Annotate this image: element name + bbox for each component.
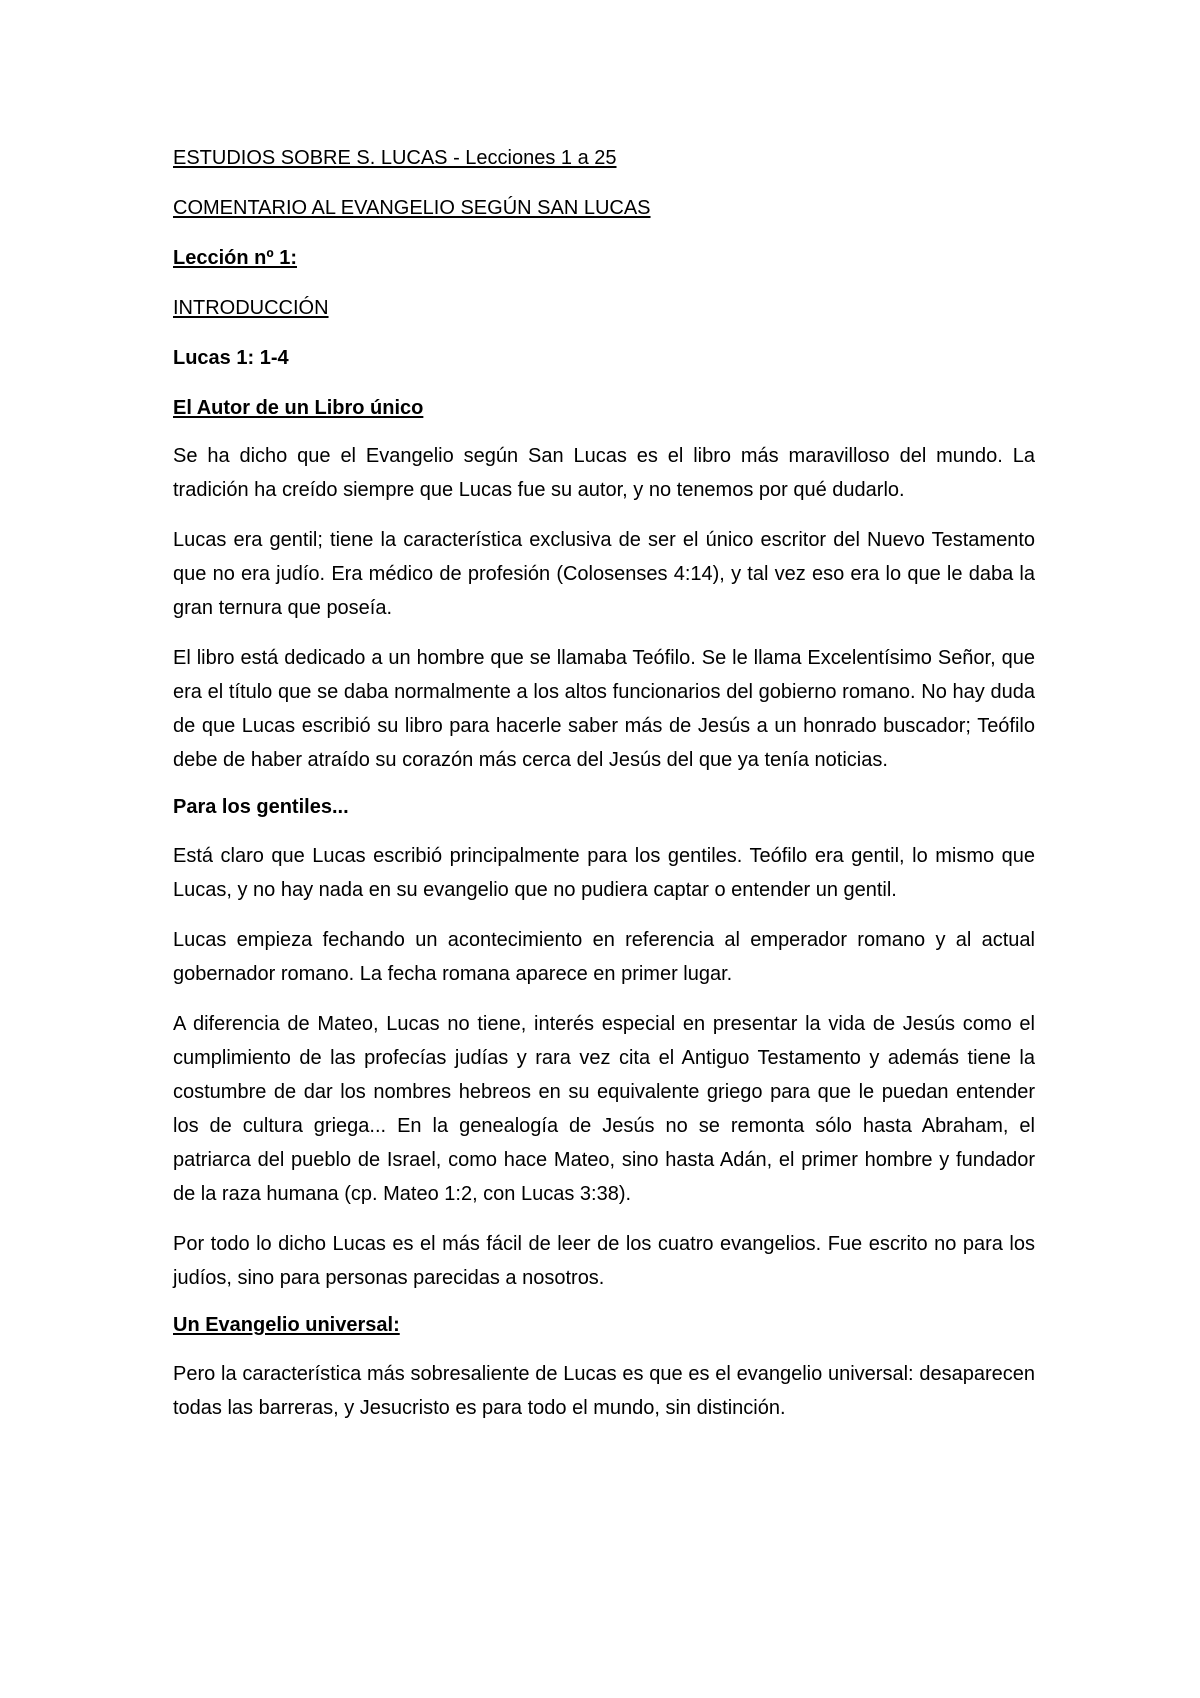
document-page	[173, 145, 1035, 1441]
lesson-number: Lección nº 1:	[173, 247, 297, 269]
paragraph-gentiles-1: Está claro que Lucas escribió principalmente para los gentiles. Teófilo era gentil, lo mismo que Lucas, y no hay nada en su evangelio que no pudiera captar o entender un gentil.	[173, 845, 1035, 901]
paragraph-author-1: Se ha dicho que el Evangelio según San Lucas es el libro más maravilloso del mundo. La tradición ha creído siempre que Lucas fue su autor, y no tenemos por qué dudarlo.	[173, 445, 1035, 501]
subheading-author: El Autor de un Libro único	[173, 397, 424, 419]
paragraph-gentiles-2: Lucas empieza fechando un acontecimiento en referencia al emperador romano y al actual gobernador romano. La fecha romana aparece en primer lugar.	[173, 929, 1035, 985]
paragraph-author-2: Lucas era gentil; tiene la característica exclusiva de ser el único escritor del Nuevo Testamento que no era judío. Era médico de profesión (Colosenses 4:14), y tal vez eso era lo que le daba la gran ternura que poseía.	[173, 529, 1035, 619]
series-heading: ESTUDIOS SOBRE S. LUCAS - Lecciones 1 a 25	[173, 147, 617, 169]
commentary-heading: COMENTARIO AL EVANGELIO SEGÚN SAN LUCAS	[173, 197, 651, 219]
subheading-gentiles: Para los gentiles...	[173, 796, 349, 818]
paragraph-gentiles-4: Por todo lo dicho Lucas es el más fácil de leer de los cuatro evangelios. Fue escrito no para los judíos, sino para personas parecidas a nosotros.	[173, 1233, 1035, 1289]
subheading-universal: Un Evangelio universal:	[173, 1314, 400, 1336]
section-intro-heading: INTRODUCCIÓN	[173, 297, 329, 319]
paragraph-gentiles-3: A diferencia de Mateo, Lucas no tiene, interés especial en presentar la vida de Jesús como el cumplimiento de las profecías judías y rara vez cita el Antiguo Testamento y además tiene la costumbre de dar los nombres hebreos en su equivalente griego para que le puedan entender los de cultura griega... En la genealogía de Jesús no se remonta sólo hasta Abraham, el patriarca del pueblo de Israel, como hace Mateo, sino hasta Adán, el primer hombre y fundador de la raza humana (cp. Mateo 1:2, con Lucas 3:38).	[173, 1013, 1035, 1205]
scripture-reference: Lucas 1: 1-4	[173, 347, 289, 369]
paragraph-universal-1: Pero la característica más sobresaliente de Lucas es que es el evangelio universal: desaparecen todas las barreras, y Jesucristo es para todo el mundo, sin distinción.	[173, 1363, 1035, 1419]
paragraph-author-3: El libro está dedicado a un hombre que se llamaba Teófilo. Se le llama Excelentísimo Señor, que era el título que se daba normalmente a los altos funcionarios del gobierno romano. No hay duda de que Lucas escribió su libro para hacerle saber más de Jesús a un honrado buscador; Teófilo debe de haber atraído su corazón más cerca del Jesús del que ya tenía noticias.	[173, 647, 1035, 771]
